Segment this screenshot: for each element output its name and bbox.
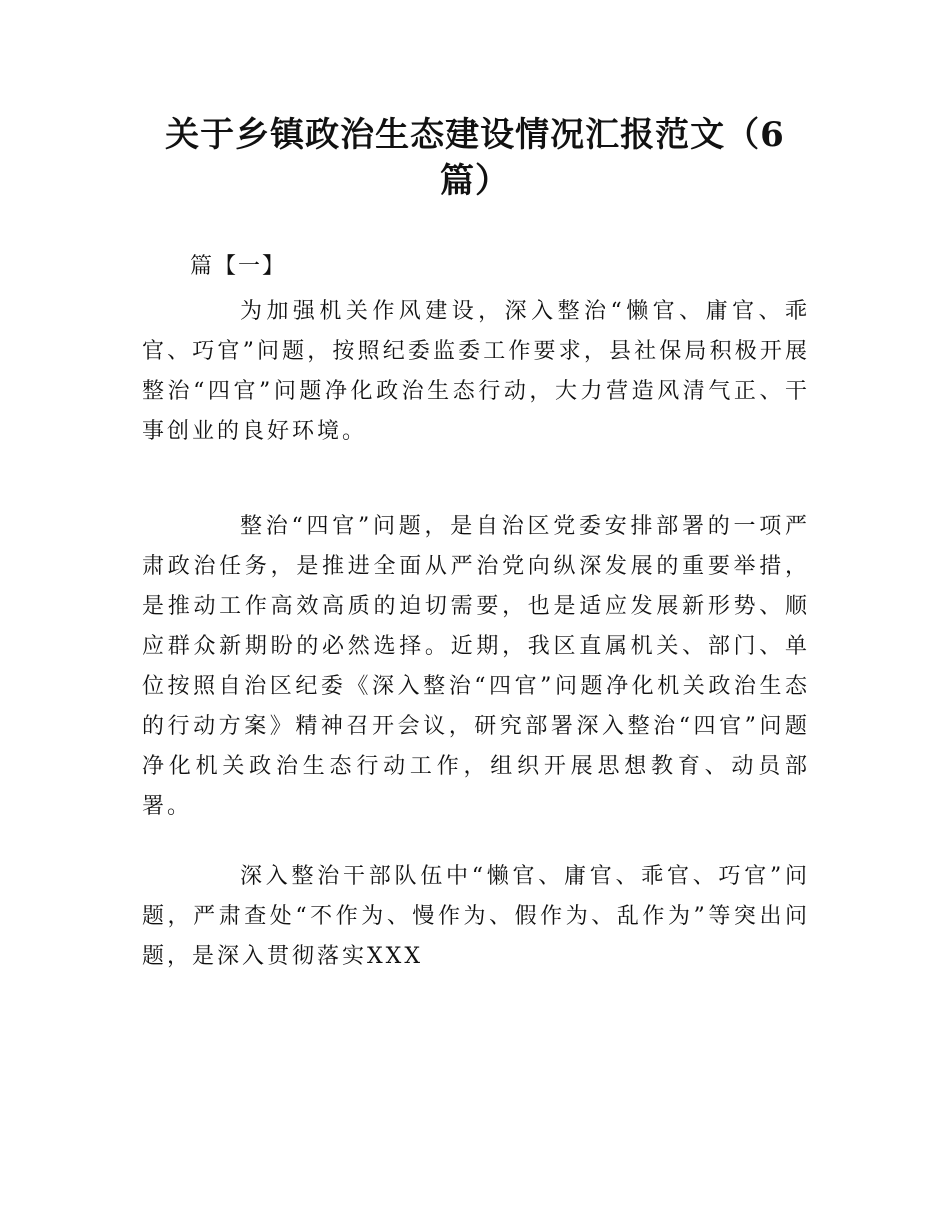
paragraph: 整治“四官”问题，是自治区党委安排部署的一项严肃政治任务，是推进全面从严治党向纵深发展的重要举措，是推动工作高效高质的迫切需要，也是适应发展新形势、顺应群众新期盼的必然选择。近期，我区直属机关、部门、单位按照自治区纪委《深入整治“四官”问题净化机关政治生态的行动方案》精神召开会议，研究部署深入整治“四官”问题净化机关政治生态行动工作，组织开展思想教育、动员部署。 — [142, 514, 810, 819]
paragraph: 为加强机关作风建设，深入整治“懒官、庸官、乖官、巧官”问题，按照纪委监委工作要求，县社保局积极开展整治“四官”问题净化政治生态行动，大力营造风清气正、干事创业的良好环境。 — [142, 299, 810, 444]
document-title: 关于乡镇政治生态建设情况汇报范文（6篇） — [165, 115, 785, 201]
section-label: 篇【一】 — [190, 254, 287, 279]
paragraph: 深入整治干部队伍中“懒官、庸官、乖官、巧官”问题，严肃查处“不作为、慢作为、假作为、乱作为”等突出问题，是深入贯彻落实XXX — [142, 864, 810, 969]
